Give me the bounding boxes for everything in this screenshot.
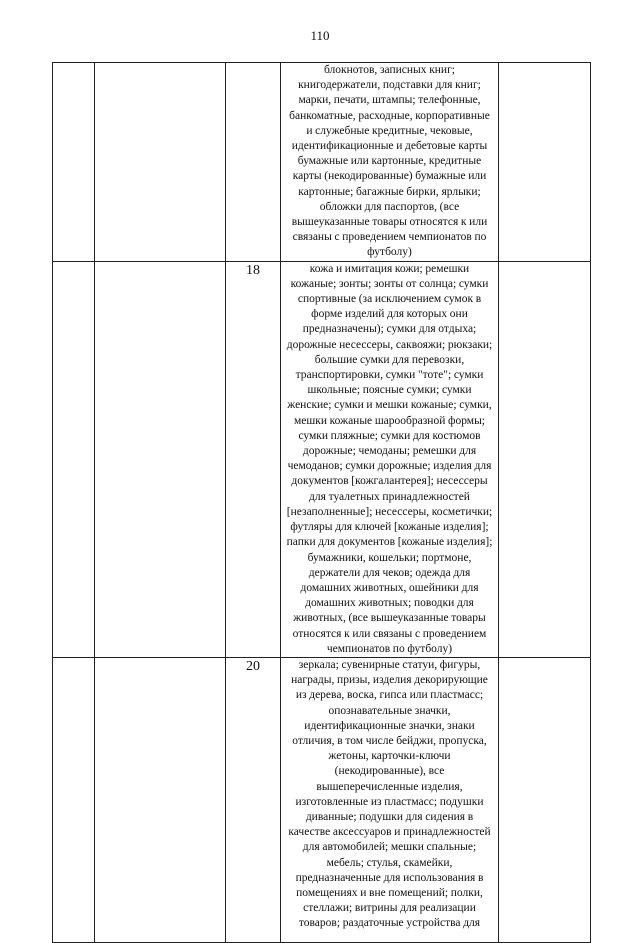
goods-list bbox=[281, 658, 498, 932]
goods-line: бумажники, кошельки; портмоне, bbox=[307, 551, 472, 564]
goods-line: мебель; стулья, скамейки, bbox=[326, 856, 453, 869]
goods-line: футляры для ключей [кожаные изделия]; bbox=[290, 521, 489, 534]
goods-line: зеркала; сувенирные статуи, фигуры, bbox=[298, 658, 481, 671]
goods-list bbox=[281, 63, 498, 261]
goods-line: картонные; багажные бирки, ярлыки; bbox=[298, 185, 481, 198]
goods-line: спортивные (за исключением сумок в bbox=[297, 293, 482, 306]
goods-line: идентификационные и дебетовые карты bbox=[291, 140, 488, 153]
goods-line: кожаные; зонты; зонты от солнца; сумки bbox=[290, 277, 489, 290]
goods-line: мешки кожаные шарообразной формы; bbox=[294, 414, 485, 427]
class-number-cell: 20 bbox=[226, 657, 281, 942]
page-number: 110 bbox=[310, 28, 330, 43]
goods-line: награды, призы, изделия декорирующие bbox=[291, 674, 488, 687]
goods-line: и служебные кредитные, чековые, bbox=[306, 124, 473, 137]
empty-cell-notes bbox=[499, 63, 591, 262]
goods-line: предназначенные для использования в bbox=[295, 871, 484, 884]
goods-line: кожа и имитация кожи; ремешки bbox=[309, 262, 470, 275]
goods-line: диванные; подушки для сидения в bbox=[305, 810, 474, 823]
empty-cell-mark bbox=[95, 657, 226, 942]
goods-line: чемпионатов по футболу) bbox=[326, 642, 453, 655]
empty-cell-notes bbox=[499, 261, 591, 657]
goods-line: футболу) bbox=[367, 246, 412, 259]
goods-line: товаров; раздаточные устройства для bbox=[298, 917, 481, 930]
goods-line: связаны с проведением чемпионатов по bbox=[292, 231, 487, 244]
goods-line: сумки пляжные; сумки для костюмов bbox=[298, 429, 481, 442]
goods-line: документов [кожгалантерея]; несессеры bbox=[291, 475, 488, 488]
goods-line: предназначены); сумки для отдыха; bbox=[302, 323, 477, 336]
goods-line: форме изделий для которых они bbox=[311, 308, 468, 321]
goods-line: карты (некодированные) бумажные или bbox=[292, 170, 487, 183]
goods-line: бумажные или картонные, кредитные bbox=[297, 155, 482, 168]
goods-list-cell bbox=[281, 657, 499, 942]
goods-line: большие сумки для перевозки, bbox=[314, 353, 465, 366]
goods-list bbox=[281, 262, 498, 657]
goods-line: идентификационные значки, знаки bbox=[304, 719, 475, 732]
goods-line: папки для документов [кожаные изделия]; bbox=[286, 536, 493, 549]
goods-line: опознавательные значки, bbox=[328, 704, 451, 717]
goods-line: книгодержатели, подставки для книг; bbox=[298, 79, 481, 92]
empty-cell-mark bbox=[95, 63, 226, 262]
goods-line: транспортировки, сумки "тоте"; сумки bbox=[295, 369, 484, 382]
goods-list-cell bbox=[281, 63, 499, 262]
goods-line: для туалетных принадлежностей bbox=[309, 490, 470, 503]
goods-line: [незаполненные]; несессеры, косметички; bbox=[286, 505, 493, 518]
table-row bbox=[53, 657, 591, 942]
class-number-cell bbox=[226, 63, 281, 262]
goods-line: чемоданов; сумки дорожные; изделия для bbox=[287, 460, 492, 473]
goods-line: животных, (все вышеуказанные товары bbox=[293, 612, 486, 625]
table-row bbox=[53, 261, 591, 657]
goods-line: блокнотов, записных книг; bbox=[323, 64, 456, 76]
goods-line: изготовленные из пластмасс; подушки bbox=[295, 795, 484, 808]
goods-line: вышеуказанные товары относятся к или bbox=[291, 216, 488, 229]
empty-cell-index bbox=[53, 63, 95, 262]
goods-line: домашних животных, ошейники для bbox=[300, 581, 479, 594]
goods-line: марки, печати, штампы; телефонные, bbox=[298, 94, 481, 107]
empty-cell-notes bbox=[499, 657, 591, 942]
goods-line: дорожные; чемоданы; ремешки для bbox=[302, 445, 477, 458]
goods-line: стеллажи; витрины для реализации bbox=[303, 902, 476, 915]
goods-line: из дерева, воска, гипса или пластмасс; bbox=[295, 689, 484, 702]
goods-line: банкоматные, расходные, корпоративные bbox=[289, 109, 490, 122]
goods-line: помещениях и вне помещений; полки, bbox=[296, 886, 483, 899]
goods-list-cell bbox=[281, 261, 499, 657]
empty-cell-index bbox=[53, 261, 95, 657]
goods-line: дорожные несессеры, саквояжи; рюкзаки; bbox=[286, 338, 493, 351]
empty-cell-mark bbox=[95, 261, 226, 657]
goods-line: вышеперечисленные изделия, bbox=[316, 780, 463, 793]
goods-table bbox=[52, 62, 591, 943]
class-number-cell: 18 bbox=[226, 261, 281, 657]
goods-line: (некодированные), все bbox=[334, 765, 445, 778]
goods-line: качестве аксессуаров и принадлежностей bbox=[288, 826, 491, 839]
goods-line: отличия, в том числе бейджи, пропуска, bbox=[292, 734, 487, 747]
goods-line: держатели для чеков; одежда для bbox=[308, 566, 471, 579]
goods-line: жетоны, карточки-ключи bbox=[328, 750, 451, 763]
goods-line: домашних животных; поводки для bbox=[305, 597, 474, 610]
empty-cell-index bbox=[53, 657, 95, 942]
goods-table-body bbox=[53, 63, 591, 943]
goods-line: школьные; поясные сумки; сумки bbox=[307, 384, 472, 397]
goods-line: женские; сумки и мешки кожаные; сумки, bbox=[287, 399, 492, 412]
table-row bbox=[53, 63, 591, 262]
goods-line: для автомобилей; мешки спальные; bbox=[302, 841, 477, 854]
goods-line: обложки для паспортов, (все bbox=[319, 200, 460, 213]
goods-line: относятся к или связаны с проведением bbox=[292, 627, 487, 640]
